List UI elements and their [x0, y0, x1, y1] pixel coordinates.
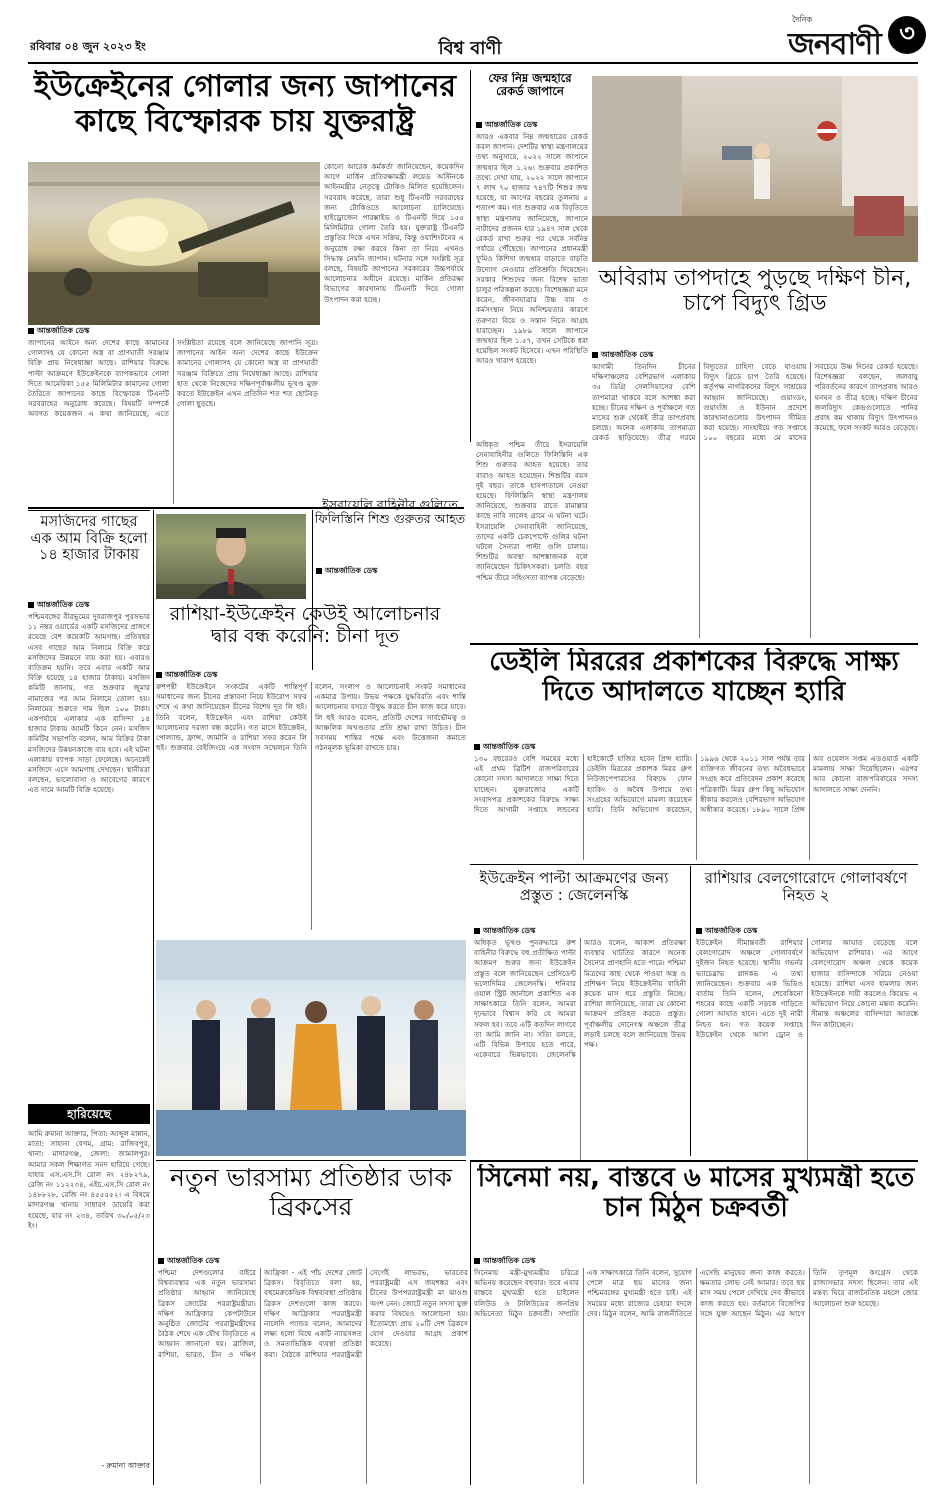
divider: [470, 1160, 918, 1162]
article11-dateline: [474, 1256, 918, 1266]
article5-headline: রাশিয়া-ইউক্রেইন কেউই আলোচনার দ্বার বন্ধ করেনি: চীনা দূত: [169, 604, 441, 647]
lost-notice-header: [28, 1104, 150, 1124]
col-divider: [690, 866, 691, 1156]
article5-text: রুশপন্থী ইউক্রেইনে সংকটের একটি শান্তিপূর্ণ সমাধানের জন্য চীনের প্রস্তাবনা নিয়ে ইউরোপ সফর শেষে এ কথা জানিয়েছেন চীনের বিশেষ দূত লি হুই। তিনি বলেন, ইউক্রেইন এবং রাশিয়া কেউই আলোচনার দরজা বন্ধ করেনি। গত মাসে ইউক্রেইন, পোল্যান্ড, ফ্রান্স, জার্মানি ও রাশিয়া সফর করেন লি হুই। শুক্রবার বেইজিংয়ে এক সংবাদ সম্মেলনে তিনি বলেন, সংলাপ ও আলোচনাই সংকট সমাধানের একমাত্র উপায়। উভয় পক্ষকে যুদ্ধবিরতি এবং শান্তি আলোচনায় বসতে উদ্বুদ্ধ করতে চীন কাজ করে যাবে। লি হুই আরও বলেন, প্রতিটি দেশের সার্বভৌমত্ব ও আঞ্চলিক অখণ্ডতার প্রতি শ্রদ্ধা রাখা উচিত। চীন সবসময় শান্তির পক্ষে এবং উত্তেজনা কমাতে গঠনমূলক ভূমিকা রাখতে চায়।: [156, 682, 466, 753]
article4-dateline: [28, 600, 150, 610]
article1-headline: ইউক্রেইনের গোলার জন্য জাপানের কাছে বিস্ফোরক চায় যুক্তরাষ্ট্র: [33, 70, 457, 139]
brics-photo: [156, 940, 466, 1156]
section-title: বিশ্ব বাণী: [438, 38, 502, 58]
bullet-icon: [476, 122, 482, 128]
bullet-icon: [316, 568, 322, 574]
article9-text: ইউক্রেইন সীমান্তবর্তী রাশিয়ার বেলগোরোদ অঞ্চলে গোলাবর্ষণে দুইজন নিহত হয়েছে। স্থানীয় গভর্নর ভ্যাচেস্লাভ গ্লাদকভ এ তথ্য জানিয়েছেন। শুক্রবার এক ভিডিও বার্তায় তিনি বলেন, শেবেকিনো শহরের কাছে একটি সড়কে গাড়িতে গোলা আঘাত হানে। এতে দুই নারী নিহত হন। গত কয়েক সপ্তাহে ইউক্রেইন থেকে আসা ড্রোন ও গোলার আঘাত বেড়েছে বলে অভিযোগ রাশিয়ার। এর আগে বেলগোরোদ অঞ্চল থেকে কয়েক হাজার বাসিন্দাকে সরিয়ে নেওয়া হয়েছে। রাশিয়া এসব হামলার জন্য ইউক্রেইনকে দায়ী করলেও কিয়েভ এ অভিযোগ নিয়ে কোনো মন্তব্য করেনি। সীমান্ত অঞ্চলের বাসিন্দারা আতঙ্কে দিন কাটাচ্ছেন।: [696, 938, 918, 1039]
bullet-icon: [28, 328, 34, 334]
article10-dateline-text: আন্তর্জাতিক ডেস্ক: [167, 1256, 220, 1265]
col-divider: [470, 1160, 471, 1485]
divider: [28, 510, 150, 511]
article6-body: [316, 566, 466, 666]
article3-text: আগামী তিনদিন চীনের দক্ষিণাঞ্চলের বেশিরভাগ এলাকায় ৩৫ ডিগ্রি সেলসিয়াসের বেশি তাপমাত্রা থাকবে বলে আশঙ্কা করা হচ্ছে। চীনের দক্ষিণ ও পূর্বাঞ্চলে গত মাসের শুরু থেকেই তীব্র তাপপ্রবাহ চলছে। অনেক এলাকায় তাপমাত্রা রেকর্ড ছাড়িয়েছে। তীব্র গরমে বিদ্যুতের চাহিদা বেড়ে যাওয়ায় বিদ্যুৎ গ্রিডে চাপ তৈরি হয়েছে। কর্তৃপক্ষ নাগরিকদের বিদ্যুৎ সাশ্রয়ের আহ্বান জানিয়েছে। গুয়াংডং, গুয়াংজি ও ইউনান প্রদেশে কারখানাগুলোর উৎপাদন সীমিত করা হয়েছে। সাংহাইয়ে গত সপ্তাহে ১০০ বছরের মধ্যে মে মাসের সবচেয়ে উষ্ণ দিনের রেকর্ড হয়েছে। বিশেষজ্ঞরা বলছেন, জলবায়ু পরিবর্তনের কারণে তাপপ্রবাহ আরও ঘনঘন ও তীব্র হচ্ছে। দক্ষিণ চীনের জলবিদ্যুৎ কেন্দ্রগুলোতে পানির প্রবাহ কম থাকায় বিদ্যুৎ উৎপাদনও কমেছে, ফলে সংকট আরও বেড়েছে।: [592, 362, 918, 443]
article1-text-cont: কোনো আরেক কর্মকর্তা জানিয়েছেন, কয়েকদিন আগে মার্কিন প্রতিরক্ষামন্ত্রী লয়েড অস্টিনকে আইনমন্ত্রীর নেতৃত্বে টোকিও মিলিত হয়েছিলেন। সরবরাহ করেছে, তারা শুধু টিএনটি সরবরাহের জন্য টোকিওতে আলোচনা চালিয়েছে। হাইড্রোজেন পারক্সাইড ও টিএনটি দিয়ে ১৫৫ মিলিমিটার গোলা তৈরি হয়। যুক্তরাষ্ট্র টিএনটি প্রস্তুতির দিকে এখন সক্রিয়, কিন্তু ওয়াশিংটনের এ অনুরোধ রক্ষা করবে কিনা তা নিয়ে এখনও সিদ্ধান্ত নেয়নি জাপান। ঘটনার সঙ্গে সংশ্লিষ্ট সূত্র বলছে, বিষয়টি জাপানের সরকারের উচ্চপর্যায়ে আলোচনার অধীনে রয়েছে। মার্কিন প্রতিরক্ষা বিভাগের কারখানায় টিএনটি দিয়ে গোলা উৎপাদন করা হচ্ছে।: [324, 162, 464, 304]
article11-body: [474, 1256, 918, 1486]
article2-dateline-text: আন্তর্জাতিক ডেস্ক: [485, 120, 538, 129]
article7-text: ১৩০ বছরেরও বেশি সময়ের মধ্যে এই প্রথম ব্রিটিশ রাজপরিবারের কোনো সদস্য আদালতে সাক্ষ্য দিতে যাচ্ছেন। যুক্তরাজ্যের একটি সংবাদপত্র প্রকাশকের বিরুদ্ধে সাক্ষ্য দিতে আগামী সপ্তাহে লন্ডনের হাইকোর্টে হাজির হবেন প্রিন্স হ্যারি। ডেইলি মিররের প্রকাশক মিরর গ্রুপ নিউজপেপারসের বিরুদ্ধে ফোন হ্যাকিং ও অবৈধ উপায়ে তথ্য সংগ্রহের অভিযোগে মামলা করেছেন হ্যারি। তিনি অভিযোগ করেছেন, ১৯৯৬ থেকে ২০১১ সাল পর্যন্ত তার ব্যক্তিগত জীবনের তথ্য অবৈধভাবে সংগ্রহ করে প্রতিবেদন প্রকাশ করেছে পত্রিকাটি। মিরর গ্রুপ কিছু অভিযোগ স্বীকার করলেও বেশিরভাগ অভিযোগ অস্বীকার করেছে। ১৮৯০ সালে প্রিন্স অব ওয়েলস সপ্তম এডওয়ার্ড একটি মামলায় সাক্ষ্য দিয়েছিলেন। এরপর আর কোনো রাজপরিবারের সদস্য আদালতে সাক্ষ্য দেননি।: [474, 754, 918, 815]
article2-text: আরও একবার নিম্ন জন্মহারের রেকর্ড করল জাপান। দেশটির স্বাস্থ্য মন্ত্রণালয়ের তথ্য অনুসারে, ২০২২ সালে জাপানে জন্মহার ছিল ১.২৬। শুক্রবার প্রকাশিত তথ্যে দেখা যায়, ২০২২ সালে জাপানে ৭ লাখ ৭০ হাজার ৭৪৭টি শিশুর জন্ম হয়েছে, যা আগের বছরের তুলনায় ৫ শতাংশ কম। গত শুক্রবার এক বিবৃতিতে স্বাস্থ্য মন্ত্রণালয় জানিয়েছে, জাপানে নারীদের প্রজনন হার ১৯৪৭ সাল থেকে রেকর্ড রাখা শুরুর পর থেকে সর্বনিম্ন পর্যায়ে পৌঁছেছে। জাপানের প্রধানমন্ত্রী ফুমিও কিশিদা জন্মহার বাড়াতে বাড়তি উদ্যোগ নেওয়ার প্রতিশ্রুতি দিয়েছেন। সরকার শিশুদের জন্য বিশেষ ভাতা চালুর পরিকল্পনা করছে। বিশেষজ্ঞরা মনে করেন, জীবনযাত্রার উচ্চ ব্যয় ও কর্মসংস্থান নিয়ে অনিশ্চয়তার কারণে তরুণরা বিয়ে ও সন্তান নিতে আগ্রহ হারাচ্ছেন। ১৯৮৯ সালে জাপানে জন্মহার ছিল ১.৫৭, তখন সেটিকে ধরা হয়েছিল সংকট হিসেবে। এখন পরিস্থিতি আরও খারাপ হয়েছে।: [476, 132, 588, 366]
artillery-photo: [28, 162, 320, 325]
brand-logo: [780, 10, 930, 60]
divider: [470, 643, 918, 645]
article11-text: সিনেমায় মন্ত্রী-মুখ্যমন্ত্রীর চরিত্রে অভিনয় করেছেন বহুবার। তবে এবার বাস্তবে মুখ্যমন্ত্রী হতে চাইলেন বলিউড ও টালিউডের জনপ্রিয় অভিনেতা মিঠুন চক্রবর্তী। সম্প্রতি এক সাক্ষাৎকারে তিনি বলেন, সুযোগ পেলে মাত্র ছয় মাসের জন্য পশ্চিমবঙ্গের মুখ্যমন্ত্রী হতে চাই। এই সময়ের মধ্যে রাজ্যের চেহারা বদলে দেব। মিঠুন বলেন, আমি রাজনীতিতে এসেছি মানুষের জন্য কাজ করতে। ক্ষমতার লোভ নেই আমার। তবে ছয় মাস সময় পেলে দেখিয়ে দেব কীভাবে কাজ করতে হয়। বর্তমানে বিজেপির সঙ্গে যুক্ত আছেন মিঠুন। এর আগে তিনি তৃণমূল কংগ্রেস থেকে রাজ্যসভার সদস্য ছিলেন। তার এই মন্তব্য ঘিরে রাজনৈতিক মহলে জোর আলোচনা শুরু হয়েছে।: [474, 1268, 918, 1318]
article9-dateline-text: আন্তর্জাতিক ডেস্ক: [705, 926, 758, 935]
article10-text: পশ্চিমা দেশগুলোর বাইরে বিশ্বব্যবস্থার এক নতুন ভারসাম্য প্রতিষ্ঠার আহ্বান জানিয়েছে ব্রিকস জোটের পররাষ্ট্রমন্ত্রীরা। দক্ষিণ আফ্রিকার কেপটাউনে অনুষ্ঠিত জোটের পররাষ্ট্রমন্ত্রীদের বৈঠক শেষে এক যৌথ বিবৃতিতে এ আহ্বান জানানো হয়। ব্রাজিল, রাশিয়া, ভারত, চীন ও দক্ষিণ আফ্রিকা - এই পাঁচ দেশের জোট ব্রিকস। বিবৃতিতে বলা হয়, বহুমেরুকেন্দ্রিক বিশ্বব্যবস্থা প্রতিষ্ঠায় ব্রিকস দেশগুলো কাজ করবে। দক্ষিণ আফ্রিকার পররাষ্ট্রমন্ত্রী নালেদি প্যান্ডর বলেন, আমাদের লক্ষ্য হলো বিশ্বে একটি ন্যায়সঙ্গত ও সমতাভিত্তিক ব্যবস্থা প্রতিষ্ঠা করা। বৈঠকে রাশিয়ার পররাষ্ট্রমন্ত্রী সের্গেই লাভরভ, ভারতের পররাষ্ট্রমন্ত্রী এস জয়শঙ্কর এবং চীনের উপপররাষ্ট্রমন্ত্রী মা ঝাওশু অংশ নেন। জোটে নতুন সদস্য যুক্ত করার বিষয়েও আলোচনা হয়। ইতোমধ্যে প্রায় ২০টি দেশ ব্রিকসে যোগ দেওয়ার আগ্রহ প্রকাশ করেছে।: [158, 1268, 468, 1359]
article2-body: [476, 120, 588, 435]
article11-headline: সিনেমা নয়, বাস্তবে ৬ মাসের মুখ্যমন্ত্রী হতে চান মিঠুন চক্রবর্তী: [477, 1164, 915, 1223]
article4-dateline-text: আন্তর্জাতিক ডেস্ক: [37, 600, 90, 609]
article8-headline: ইউক্রেইন পাল্টা আক্রমণের জন্য প্রস্তুত : জেলেনস্কি: [479, 870, 669, 905]
brand-name: জনবাণী: [788, 27, 881, 60]
article5-body: [156, 670, 466, 932]
article7-dateline-text: আন্তর্জাতিক ডেস্ক: [483, 742, 536, 751]
article4-body: [28, 600, 150, 1100]
article3-dateline-text: আন্তর্জাতিক ডেস্ক: [601, 350, 654, 359]
article7-dateline: [474, 742, 918, 752]
article1-body-right: [324, 162, 464, 506]
street-illustration: [592, 76, 918, 262]
bullet-icon: [158, 1258, 164, 1264]
article9-headline: রাশিয়ার বেলগোরোদে গোলাবর্ষণে নিহত ২: [704, 870, 908, 905]
divider: [470, 864, 918, 865]
article5-dateline-text: আন্তর্জাতিক ডেস্ক: [165, 670, 218, 679]
article2-headline: ফের নিম্ন জন্মহারে রেকর্ড জাপানে: [488, 72, 572, 99]
article6-body-cont: [476, 440, 588, 660]
article1-body-left: [28, 326, 318, 506]
envoy-illustration: [156, 514, 306, 599]
article1-text: জাপানের আইনে অন্য দেশের কাছে কামানের গোলাসহ যে কোনো অস্ত্র বা প্রাণঘাতী সরঞ্জাম বিক্রি প্রায় নিষেধাজ্ঞা আছে। রাশিয়ার বিরুদ্ধে পাল্টা আক্রমণে ইউক্রেইনকে ব্যাপকভাবে গোলা দিতে আমেরিকা ১৫৫ মিলিমিটার কামানের গোলা তৈরিতে জাপানের কাছে বিস্ফোরক টিএনটি সরবরাহের অনুরোধ করেছে। বিষয়টি সম্পর্কে অবগত কয়েকজন এ কথা জানিয়েছে, এতে সংশ্লিষ্টতা রয়েছে বলে জানিয়েছে জাপানি সূত্র। জাপানের আইন অন্য দেশের কাছে ইউক্রেন কামানের গোলাসহ যে কোনো অস্ত্র বা প্রাণঘাতী সরঞ্জাম বিক্রিতে প্রায় নিষেধাজ্ঞা আছে। রাশিয়ার হাত থেকে নিজেদের দক্ষিণপূর্বাঞ্চলীয় ভূখণ্ড মুক্ত করতে ইউক্রেইন এখন প্রতিদিন শত শত ছোটবড় গোলা ছুড়ছে।: [28, 338, 318, 419]
col-divider: [153, 510, 154, 1485]
divider: [156, 1160, 466, 1161]
heatwave-photo: [592, 76, 918, 262]
lost-notice-title: হারিয়েছে: [67, 1107, 111, 1121]
lost-notice-text: আমি রুমানা আক্তার, পিতা: আব্দুল মান্নান, মাতা: সাহানা বেগম, গ্রাম: রাজিবপুর, থানা: মাদারগঞ্জ, জেলা: জামালপুর। আমার সকল শিক্ষাগত সনদ হারিয়ে গেছে। যাহার এস.এস.সি রোল নং ২৪৮২৭৯, রেজি নং ১১২২৩৪, এইচ.এস.সি রোল নং ১৪৮৮২৮, রেজি নং ৪৫৫৫৫২। এ বিষয়ে মাদারগঞ্জ থানায় সাধারণ ডায়েরি করা হয়েছে, যার নং ২৩৪, তারিখ ৩০/০৫/২৩ ইং।: [28, 1129, 150, 1230]
article8-dateline-text: আন্তর্জাতিক ডেস্ক: [483, 926, 536, 935]
article9-body: [696, 926, 918, 1162]
bullet-icon: [474, 1258, 480, 1264]
article10-body: [158, 1256, 468, 1486]
bullet-icon: [28, 602, 34, 608]
page-number-badge: [888, 16, 926, 54]
article3-headline: অবিরাম তাপদাহে পুড়ছে দক্ষিণ চীন, চাপে বিদ্যুৎ গ্রিড: [598, 266, 912, 317]
article8-text: অধিকৃত ভূখণ্ড পুনরুদ্ধারে রুশ বাহিনীর বিরুদ্ধে বহু প্রতীক্ষিত পাল্টা আক্রমণ শুরুর জন্য ইউক্রেইন প্রস্তুত বলে জানিয়েছেন প্রেসিডেন্ট ভলোদিমির জেলেনস্কি। শনিবার ওয়াল স্ট্রিট জার্নালে প্রকাশিত এক সাক্ষাৎকারে তিনি বলেন, আমরা দৃঢ়ভাবে বিশ্বাস করি যে আমরা সফল হব। তবে এটি কতদিন লাগবে তা আমি জানি না। সত্যি বলতে, এটি বিভিন্ন উপায়ে হতে পারে, একেবারে ভিন্নভাবে। জেলেনস্কি আরও বলেন, আকাশ প্রতিরক্ষা ব্যবস্থার ঘাটতির কারণে অনেক সৈন্যের প্রাণহানি হতে পারে। পশ্চিমা মিত্রদের কাছ থেকে পাওয়া অস্ত্র ও প্রশিক্ষণ নিয়ে ইউক্রেইনীয় বাহিনী কয়েক মাস ধরে প্রস্তুতি নিচ্ছে। রাশিয়া জানিয়েছে, তারা যে কোনো আক্রমণ প্রতিহত করতে প্রস্তুত। পূর্বাঞ্চলীয় দোনেৎস্ক অঞ্চলে তীব্র লড়াই চলছে বলে জানিয়েছে উভয় পক্ষ।: [474, 938, 686, 1060]
bullet-icon: [696, 928, 702, 934]
brand-small-label: দৈনিক: [792, 15, 813, 24]
article5-dateline: [156, 670, 466, 680]
article1-dateline: [28, 326, 318, 336]
article10-dateline: [158, 1256, 468, 1266]
article2-dateline: [476, 120, 588, 130]
page-header: [0, 0, 945, 68]
bullet-icon: [592, 352, 598, 358]
article3-dateline: [592, 350, 918, 360]
lost-notice: [28, 1104, 150, 1486]
article4-headline: মসজিদের গাছের এক আম বিক্রি হলো ১৪ হাজার টাকায়: [30, 514, 148, 564]
article4-text: পশ্চিমবঙ্গের বীরভূমের দুবরাজপুর পুরসভার ১১ নম্বর ওয়ার্ডের একটি মসজিদের প্রাঙ্গণে রয়েছে বেশ কয়েকটি আমগাছ। প্রতিবছর এসব গাছের আম নিলামে বিক্রি করে মসজিদের উন্নয়নে ব্যয় করা হয়। এবারও ব্যতিক্রম হয়নি। তবে এবার একটি আম বিক্রি হয়েছে ১৪ হাজার টাকায়। মসজিদ কমিটি জানায়, গত শুক্রবার জুমার নামাজের পর আম নিলামে তোলা হয়। নিলামের শুরুতে দাম ছিল ১০০ টাকা। একপর্যায়ে এলাকার এক বাসিন্দা ১৪ হাজার টাকায় আমটি কিনে নেন। মসজিদ কমিটির সভাপতি বলেন, আম বিক্রির টাকা মসজিদের উন্নয়নকাজে ব্যয় হবে। এই ঘটনা এলাকায় ব্যাপক সাড়া ফেলেছে। অনেকেই মসজিদে এসে আমগাছ দেখছেন। স্থানীয়রা বলছেন, ভালোবাসা ও আবেগের কারণে এত দামে আমটি বিক্রি হয়েছে।: [28, 612, 150, 795]
article1-dateline-text: আন্তর্জাতিক ডেস্ক: [37, 326, 90, 335]
ministers-illustration: [156, 940, 466, 1156]
envoy-photo: [156, 514, 306, 599]
article9-dateline: [696, 926, 918, 936]
page-number: ৩: [899, 19, 915, 47]
article8-body: [474, 926, 686, 1162]
article6-text: অধিকৃত পশ্চিম তীরে ইসরায়েলি সেনাবাহিনীর গুলিতে ফিলিস্তিনি এক শিশু গুরুতর আহত হয়েছে। তার বাবাও আহত হয়েছেন। শিশুটির বয়স দুই বছর। তাকে হাসপাতালে নেওয়া হয়েছে। ফিলিস্তিনি স্বাস্থ্য মন্ত্রণালয় জানিয়েছে, শুক্রবার রাতে রামাল্লার কাছে নাবি সালেহ গ্রামে এ ঘটনা ঘটে। ইসরায়েলি সেনাবাহিনী জানিয়েছে, তাদের একটি চেকপোস্টে গুলির ঘটনা ঘটলে সৈন্যরা পাল্টা গুলি চালায়। শিশুটির অবস্থা আশঙ্কাজনক বলে জানিয়েছেন চিকিৎসকরা। চলতি বছর পশ্চিম তীরে সহিংসতা ব্যাপক বেড়েছে।: [476, 440, 588, 582]
article3-body: [592, 350, 918, 640]
header-rule: [28, 62, 918, 64]
article7-headline: ডেইলি মিররের প্রকাশকের বিরুদ্ধে সাক্ষ্য দিতে আদালতে যাচ্ছেন হ্যারি: [489, 648, 899, 707]
article6-dateline-text: আন্তর্জাতিক ডেস্ক: [325, 566, 378, 575]
header-date: রবিবার ০৪ জুন ২০২৩ ইং: [30, 40, 146, 53]
col-divider: [470, 70, 471, 442]
article10-headline: নতুন ভারসাম্য প্রতিষ্ঠার ডাক ব্রিকসের: [170, 1164, 452, 1221]
article8-dateline: [474, 926, 686, 936]
article7-body: [474, 742, 918, 862]
bullet-icon: [156, 672, 162, 678]
article6-headline: ইসরায়েলি বাহিনীর গুলিতে ফিলিস্তিনি শিশু গুরুতর আহত: [314, 498, 466, 527]
bullet-icon: [474, 928, 480, 934]
bullet-icon: [474, 744, 480, 750]
article6-dateline: [316, 566, 466, 576]
article11-dateline-text: আন্তর্জাতিক ডেস্ক: [483, 1256, 536, 1265]
artillery-illustration: [28, 162, 320, 325]
lost-notice-signature: - রুমানা আক্তার: [101, 1461, 150, 1470]
